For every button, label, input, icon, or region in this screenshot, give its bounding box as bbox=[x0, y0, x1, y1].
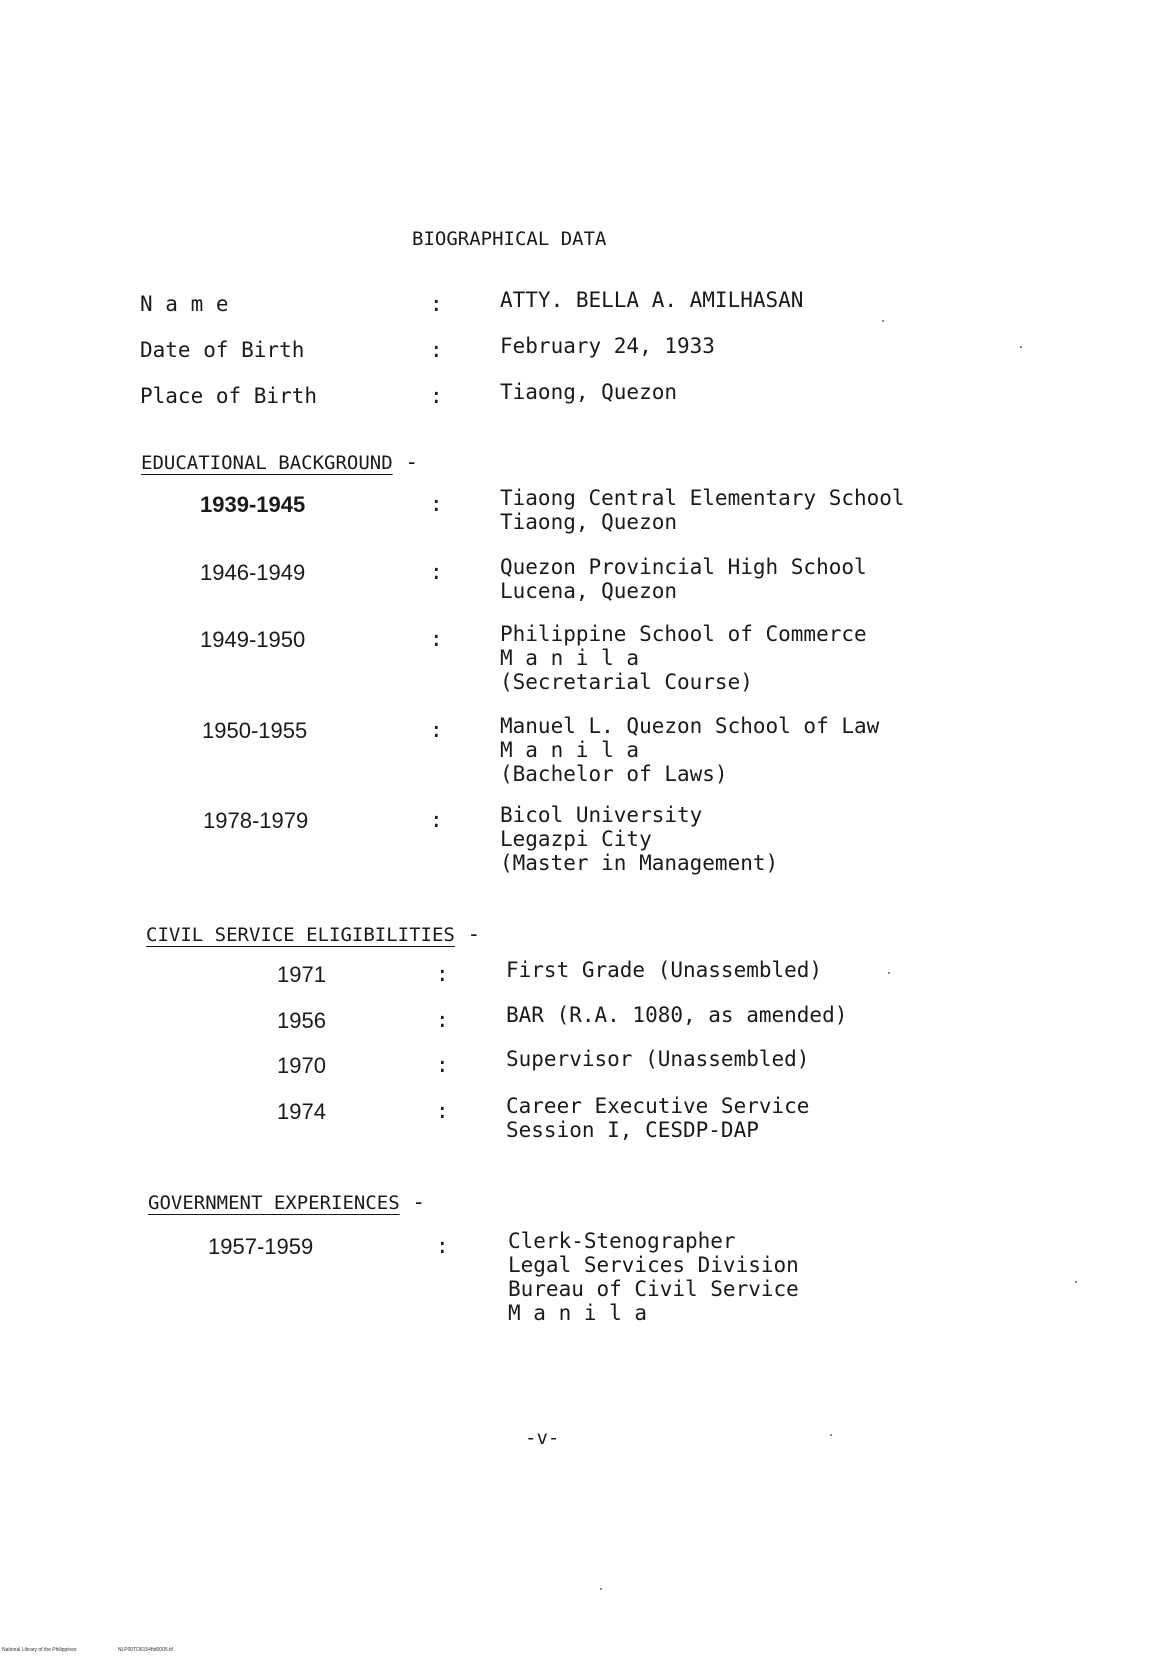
education-course: (Bachelor of Laws) bbox=[500, 762, 728, 786]
education-entry bbox=[500, 555, 867, 603]
education-separator: : bbox=[430, 808, 443, 832]
page-number: -v- bbox=[525, 1427, 560, 1449]
eligibility-separator: : bbox=[436, 962, 449, 986]
education-years: 1950-1955 bbox=[202, 718, 308, 743]
scan-speck bbox=[1020, 346, 1022, 348]
education-separator: : bbox=[430, 718, 443, 742]
place-of-birth-label: Place of Birth bbox=[140, 384, 318, 408]
footer-file: NLP00TD6154ftd0005.tif bbox=[117, 1647, 173, 1653]
eligibility-title: Supervisor (Unassembled) bbox=[506, 1047, 810, 1071]
name-value: ATTY. BELLA A. AMILHASAN bbox=[500, 288, 804, 312]
education-separator: : bbox=[430, 492, 443, 516]
eligibility-entry bbox=[506, 1047, 809, 1071]
place-of-birth-value: Tiaong, Quezon bbox=[500, 380, 678, 404]
experience-position: Clerk-Stenographer bbox=[508, 1229, 736, 1253]
education-school: Manuel L. Quezon School of Law bbox=[500, 714, 880, 738]
scan-speck bbox=[830, 1434, 832, 1436]
experience-separator: : bbox=[436, 1234, 449, 1258]
eligibility-year: 1956 bbox=[277, 1008, 326, 1033]
eligibility-separator: : bbox=[436, 1053, 449, 1077]
education-location: Tiaong, Quezon bbox=[500, 510, 678, 534]
education-location: Lucena, Quezon bbox=[500, 579, 678, 603]
education-entry bbox=[500, 486, 905, 534]
scan-speck bbox=[888, 972, 890, 974]
eligibility-title: Career Executive Service bbox=[506, 1094, 810, 1118]
education-school: Philippine School of Commerce bbox=[500, 622, 867, 646]
eligibility-entry bbox=[506, 1094, 809, 1142]
government-heading: GOVERNMENT EXPERIENCES bbox=[148, 1192, 400, 1214]
education-school: Quezon Provincial High School bbox=[500, 555, 867, 579]
eligibility-entry bbox=[506, 958, 822, 982]
eligibility-title: First Grade (Unassembled) bbox=[506, 958, 823, 982]
education-years: 1939-1945 bbox=[200, 492, 306, 517]
education-years: 1978-1979 bbox=[203, 808, 309, 833]
education-location: Legazpi City bbox=[500, 827, 652, 851]
place-of-birth-separator: : bbox=[430, 384, 443, 408]
name-label: N a m e bbox=[140, 292, 229, 316]
civil-service-heading-row bbox=[146, 922, 480, 946]
name-separator: : bbox=[430, 292, 443, 316]
civil-service-heading-dash: - bbox=[467, 922, 481, 946]
scan-speck bbox=[1075, 1281, 1077, 1283]
date-of-birth-separator: : bbox=[430, 338, 443, 362]
education-years: 1949-1950 bbox=[200, 627, 306, 652]
experience-agency: Bureau of Civil Service bbox=[508, 1277, 799, 1301]
education-course: (Secretarial Course) bbox=[500, 670, 753, 694]
education-school: Bicol University bbox=[500, 803, 703, 827]
education-entry bbox=[500, 714, 879, 786]
date-of-birth-value: February 24, 1933 bbox=[500, 334, 715, 358]
experience-division: Legal Services Division bbox=[508, 1253, 799, 1277]
eligibility-year: 1970 bbox=[277, 1053, 326, 1078]
education-location: M a n i l a bbox=[500, 646, 640, 670]
eligibility-year: 1971 bbox=[277, 962, 326, 987]
education-separator: : bbox=[430, 627, 443, 651]
eligibility-title: BAR (R.A. 1080, as amended) bbox=[506, 1003, 848, 1027]
civil-service-heading: CIVIL SERVICE ELIGIBILITIES bbox=[146, 924, 455, 946]
eligibility-separator: : bbox=[436, 1099, 449, 1123]
footer-library: National Library of the Philippines bbox=[2, 1647, 77, 1653]
scan-footer bbox=[2, 1647, 213, 1653]
education-school: Tiaong Central Elementary School bbox=[500, 486, 905, 510]
document-title: BIOGRAPHICAL DATA bbox=[412, 228, 607, 250]
date-of-birth-label: Date of Birth bbox=[140, 338, 305, 362]
education-location: M a n i l a bbox=[500, 738, 640, 762]
education-heading-row bbox=[141, 450, 418, 474]
education-entry bbox=[500, 803, 778, 875]
education-course: (Master in Management) bbox=[500, 851, 779, 875]
education-heading-dash: - bbox=[405, 450, 418, 474]
eligibility-separator: : bbox=[436, 1008, 449, 1032]
eligibility-year: 1974 bbox=[277, 1099, 326, 1124]
education-entry bbox=[500, 622, 867, 694]
eligibility-entry bbox=[506, 1003, 847, 1027]
education-heading: EDUCATIONAL BACKGROUND bbox=[141, 452, 393, 474]
eligibility-detail: Session I, CESDP-DAP bbox=[506, 1118, 759, 1142]
education-separator: : bbox=[430, 560, 443, 584]
experience-location: M a n i l a bbox=[508, 1301, 648, 1325]
education-years: 1946-1949 bbox=[200, 560, 306, 585]
government-heading-dash: - bbox=[412, 1190, 425, 1214]
experience-entry bbox=[508, 1229, 799, 1325]
scan-speck bbox=[600, 1588, 602, 1590]
scan-speck bbox=[882, 320, 884, 322]
government-heading-row bbox=[148, 1190, 425, 1214]
experience-years: 1957-1959 bbox=[208, 1234, 314, 1259]
